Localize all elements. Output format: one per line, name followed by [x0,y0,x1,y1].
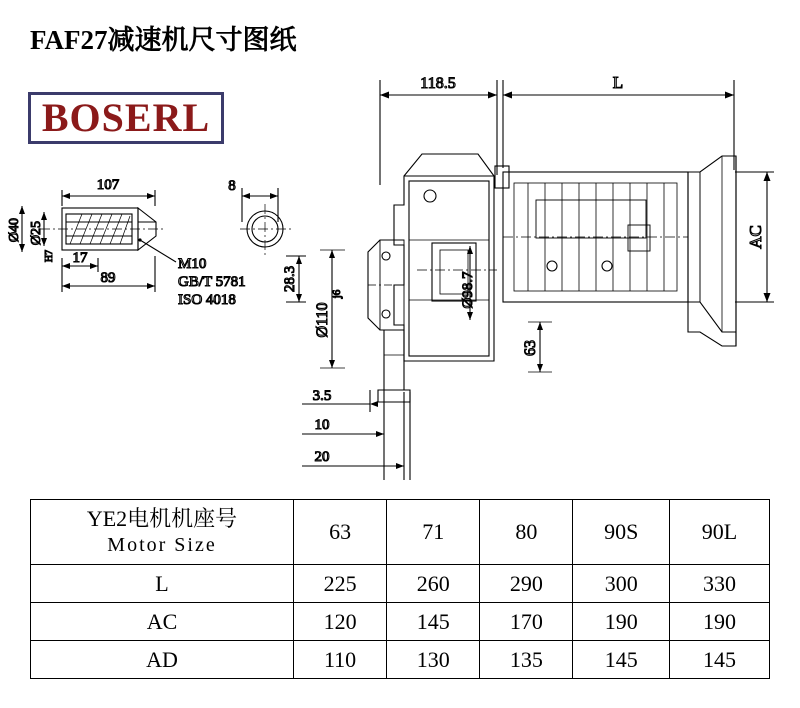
cell-AC-80: 170 [480,603,573,641]
table-header-motor-size [31,500,294,565]
cell-AC-90L: 190 [670,603,770,641]
cell-L-63: 225 [294,565,387,603]
dim-89: 89 [100,270,116,286]
note-m10: M10 [178,256,207,272]
dim-d25h7-sup: H7 [44,249,55,263]
dim-63: 63 [522,340,539,356]
table-header-row [31,500,770,565]
cell-AD-63: 110 [294,641,387,679]
note-gbt: GB/T 5781 [178,274,246,290]
cell-AD-90L: 145 [670,641,770,679]
dim-d25h7: Ø25 [29,220,44,246]
dim-8: 8 [228,178,236,194]
cell-AD-71: 130 [387,641,480,679]
cell-AC-63: 120 [294,603,387,641]
motor-size-4: 90L [670,500,770,565]
dim-L: L [612,73,624,92]
table-row [31,641,770,679]
dim-AC: AC [746,225,765,249]
table-row [31,565,770,603]
motor-size-3: 90S [573,500,670,565]
spec-table [30,499,770,679]
dim-107: 107 [96,177,120,193]
cell-AC-90S: 190 [573,603,670,641]
row-label-L: L [31,565,294,603]
dim-118-5: 118.5 [420,75,456,92]
dim-d98-7: Ø98.7 [460,271,476,309]
motor-size-2: 80 [480,500,573,565]
dim-10: 10 [314,417,330,433]
motor-size-1: 71 [387,500,480,565]
motor-size-0: 63 [294,500,387,565]
dim-d110: Ø110 [314,302,331,338]
dim-3-5: 3.5 [312,388,332,404]
header-line1: YE2电机机座号 [86,506,238,531]
dim-d110-tol: j6 [331,289,343,299]
page-title: FAF27减速机尺寸图纸 [30,25,297,55]
cell-AD-90S: 145 [573,641,670,679]
cell-L-80: 290 [480,565,573,603]
cell-AC-71: 145 [387,603,480,641]
dim-d40: Ø40 [7,217,22,243]
dim-28-3: 28.3 [282,265,298,293]
header-line2: Motor Size [107,534,217,556]
table-row [31,603,770,641]
cell-AD-80: 135 [480,641,573,679]
dim-17: 17 [72,250,88,266]
row-label-AC: AC [31,603,294,641]
row-label-AD: AD [31,641,294,679]
cell-L-90L: 330 [670,565,770,603]
cell-L-90S: 300 [573,565,670,603]
brand-logo-text: BOSERL [41,95,211,140]
note-iso: ISO 4018 [178,292,236,308]
dim-20: 20 [314,449,330,465]
cell-L-71: 260 [387,565,480,603]
